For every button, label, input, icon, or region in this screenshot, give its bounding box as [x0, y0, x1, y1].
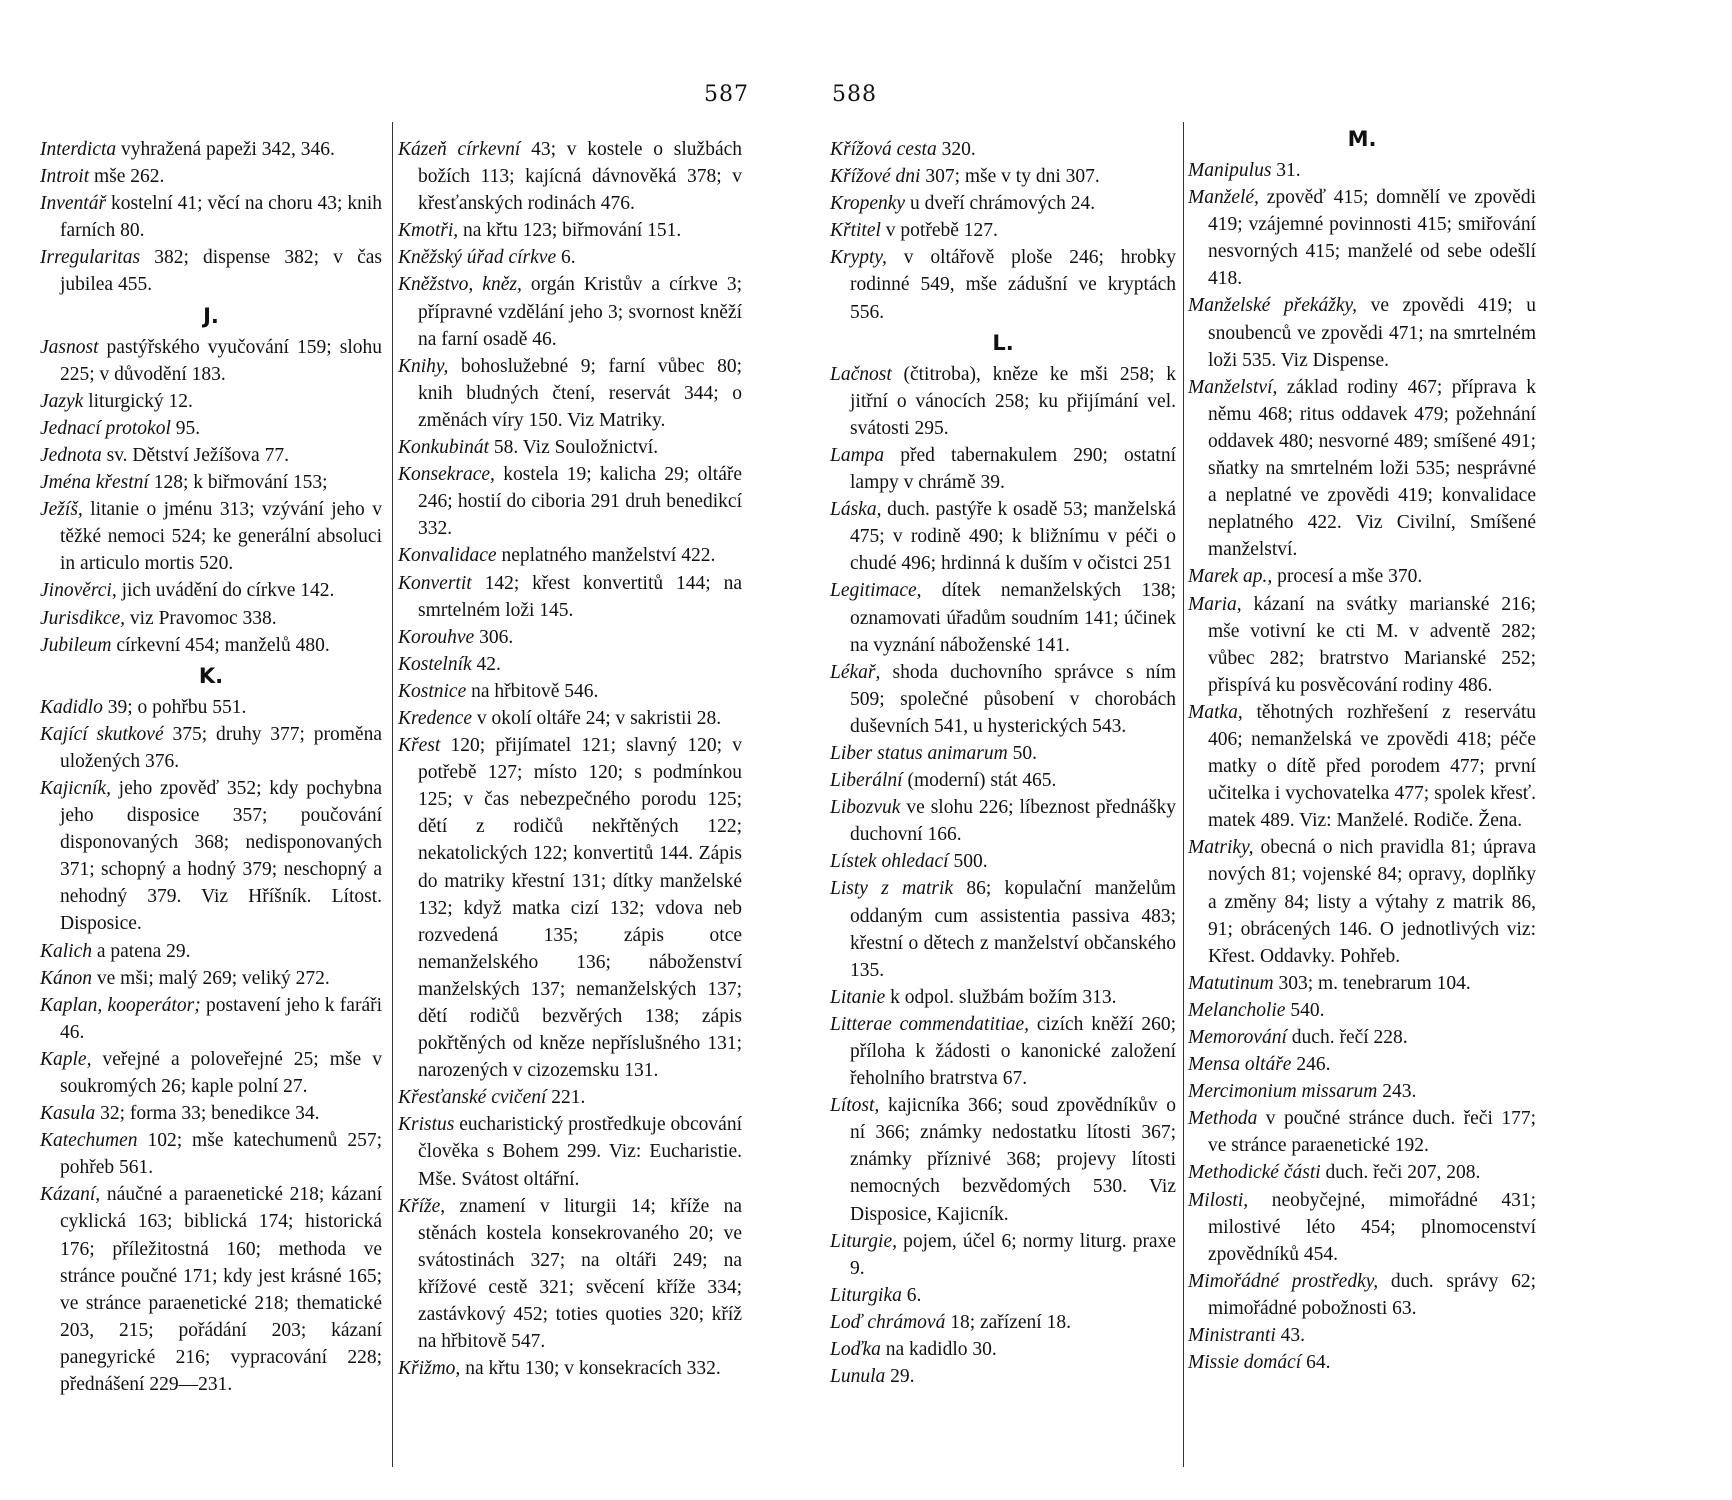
index-entry-text: znamení v liturgii 14; kříže na stěnách kostela konsekrovaného 20; ve svátostinách 327; na oltáři 249; na křížové cestě 321; svěcení kříže 334; zastávkový 452; toties quoties 320; kříž na hřbitově 547. [418, 1195, 742, 1353]
index-entry-text: procesí a mše 370. [1272, 566, 1423, 588]
index-entry [830, 1228, 1176, 1282]
index-entry-text: 29. [885, 1366, 915, 1388]
index-entry [1188, 970, 1536, 997]
index-headword: Mercimonium missarum [1188, 1081, 1378, 1103]
index-entry [830, 875, 1176, 983]
index-headword: Jména křestní [40, 472, 149, 494]
index-entry [1188, 1051, 1536, 1078]
index-headword: Litanie [830, 986, 886, 1008]
index-headword: Konvertit [398, 572, 472, 594]
index-column [830, 136, 1176, 1390]
index-entry-text: 120; přijímatel 121; slavný 120; v potřebě 127; místo 120; s podmínkou 125; v čas nebezpečného porodu 125; dětí z rodičů nekřtěných 122; nekatolických 122; konvertitů 144. Zápis do matriky křestní 131; dítky manželské 132; když matka cizí 132; vdova neb rozvedená 135; zápis otce nemanželského 136; náboženství manželských 137; nemanželských 137; dětí rodičů bezvěrých 138; zápis pokřtěných od kněze nepříslušného 131; narozených v cizozemsku 131. [418, 735, 742, 1082]
index-entry-text: postavení jeho k faráři 46. [60, 994, 383, 1043]
index-entry [40, 577, 382, 604]
index-entry-text: 500. [948, 851, 988, 873]
index-headword: Matriky, [1188, 837, 1254, 859]
index-entry-text: pastýřského vyučování 159; slohu 225; v důvodění 183. [60, 336, 382, 385]
index-headword: Krypty, [830, 247, 887, 269]
index-entry [40, 721, 382, 775]
index-entry-text: 86; kopulační manželům oddaným cum assistentia passiva 483; křestní o dětech z manželství občanského 135. [850, 878, 1176, 981]
index-entry-text: 128; k biřmování 153; [148, 472, 328, 494]
index-entry [1188, 1322, 1536, 1349]
index-entry-text: mše 262. [89, 166, 165, 188]
index-headword: Liberální [830, 770, 903, 792]
index-headword: Kázaní, [40, 1184, 101, 1206]
index-entry-text: 102; mše katechumenů 257; pohřeb 561. [60, 1130, 382, 1179]
index-entry-text: před tabernakulem 290; ostatní lampy v chrámě 39. [850, 444, 1176, 494]
index-headword: Kánon [40, 967, 93, 989]
index-entry [1188, 834, 1536, 969]
index-entry [830, 190, 1176, 217]
index-entry-text: 375; druhy 377; proměna uložených 376. [60, 723, 382, 772]
index-entry [40, 469, 382, 496]
index-entry [830, 794, 1176, 848]
index-headword: Kostelník [398, 653, 472, 675]
index-entry-text: jeho zpověď 352; kdy pochybna jeho disposice 357; poučování disponovaných 368; nedisponovaných 371; schopný a hodný 379; neschopný a nehodný 379. Viz Hříšník. Lítost. Disposice. [60, 777, 382, 935]
index-entry-text: neplatného manželství 422. [496, 545, 716, 567]
index-entry [398, 542, 742, 569]
index-headword: Inventář [40, 193, 107, 215]
index-headword: Lunula [830, 1366, 886, 1388]
index-entry-text: viz Pravomoc 338. [125, 607, 277, 629]
index-headword: Methodické části [1188, 1162, 1321, 1184]
index-entry [398, 217, 742, 244]
index-entry [1188, 1349, 1536, 1376]
index-headword: Lítost, [830, 1095, 880, 1117]
column-divider [392, 122, 393, 1467]
index-entry-text: veřejné a poloveřejné 25; mše v soukromých 26; kaple polní 27. [60, 1048, 382, 1097]
index-entry [1188, 1078, 1536, 1105]
index-entry-text: 243. [1377, 1081, 1417, 1103]
index-headword: Kajicník, [40, 777, 111, 799]
index-headword: Jinověrci, [40, 580, 117, 602]
index-headword: Kázeň církevní [398, 139, 521, 160]
index-headword: Kříže, [398, 1195, 446, 1217]
index-entry [40, 388, 382, 415]
index-entry [1188, 997, 1536, 1024]
index-entry [40, 605, 382, 632]
index-entry [830, 244, 1176, 325]
index-entry-text: 540. [1285, 999, 1325, 1021]
index-entry [830, 1092, 1176, 1227]
index-headword: Lékař, [830, 661, 881, 683]
index-headword: Lístek ohledací [830, 851, 949, 873]
page-number-left: 587 [704, 82, 749, 107]
index-entry [1188, 292, 1536, 373]
index-entry [398, 1355, 742, 1382]
index-entry-text: duch. správy 62; mimořádné pobožnosti 63. [1208, 1270, 1537, 1319]
index-entry [40, 442, 382, 469]
index-headword: Kasula [40, 1103, 96, 1125]
index-entry [830, 1336, 1176, 1363]
index-entry-text: v potřebě 127. [880, 220, 998, 242]
index-entry [40, 965, 382, 992]
index-headword: Manželství, [1188, 376, 1278, 398]
index-entry [398, 624, 742, 651]
index-entry-text: 43; v kostele o službách božích 113; kajícná dávnověká 378; v křesťanských rodinách 476. [418, 139, 743, 215]
index-entry-text: litanie o jménu 313; vzývání jeho v těžké nemoci 524; ke generální absoluci in articulo mortis 520. [60, 499, 382, 575]
index-entry-text: 50. [1007, 742, 1037, 764]
index-entry [1188, 184, 1536, 292]
index-entry-text: vyhražená papeži 342, 346. [116, 139, 335, 160]
index-entry-text: na křtu 123; biřmování 151. [458, 220, 682, 242]
index-entry-text: k odpol. službám božím 313. [885, 986, 1117, 1008]
index-entry-text: ve mši; malý 269; veliký 272. [92, 967, 330, 989]
index-entry-text: cizích kněží 260; příloha k žádosti o kanonické založení řeholního bratrstva 67. [850, 1013, 1176, 1090]
index-entry [40, 938, 382, 965]
index-headword: Manželé, [1188, 187, 1259, 209]
index-entry [830, 136, 1176, 163]
index-headword: Legitimace, [830, 580, 922, 602]
index-headword: Kropenky [830, 193, 906, 215]
index-entry-text: 303; m. tenebrarum 104. [1273, 972, 1471, 994]
index-headword: Mensa oltáře [1188, 1054, 1292, 1076]
index-entry-text: 58. Viz Souložnictví. [489, 437, 659, 459]
index-headword: Matutinum [1188, 972, 1274, 994]
index-entry-text: 32; forma 33; benedikce 34. [95, 1103, 320, 1125]
index-headword: Introit [40, 166, 90, 188]
index-entry [830, 442, 1176, 496]
index-headword: Křižmo, [398, 1358, 461, 1380]
index-entry-text: 382; dispense 382; v čas jubilea 455. [60, 247, 382, 296]
index-headword: Kristus [398, 1114, 455, 1136]
index-entry [40, 334, 382, 388]
index-entry [398, 353, 742, 434]
index-entry [830, 217, 1176, 244]
index-headword: Kostnice [398, 680, 467, 702]
index-entry-text: sv. Dětství Ježíšova 77. [101, 444, 289, 466]
index-entry-text: eucharistický prostředkuje obcování člověka s Bohem 299. Viz: Eucharistie. Mše. Svátost oltářní. [418, 1114, 742, 1190]
index-entry-text: duch. řečí 228. [1286, 1027, 1408, 1048]
index-entry-text: 64. [1301, 1352, 1331, 1374]
index-entry [830, 659, 1176, 740]
index-headword: Konvalidace [398, 545, 497, 567]
index-entry [1188, 563, 1536, 590]
index-headword: Jubileum [40, 634, 112, 656]
index-headword: Loďka [830, 1339, 881, 1361]
index-headword: Křest [398, 735, 441, 757]
index-headword: Missie domácí [1188, 1352, 1302, 1374]
index-entry [830, 577, 1176, 658]
section-letter-heading: M. [1347, 127, 1377, 151]
index-headword: Křížové dni [830, 166, 921, 188]
section-letter-heading: J. [203, 303, 219, 328]
index-entry-text: kostelní 41; věcí na choru 43; knih farních 80. [60, 193, 382, 242]
index-entry [1188, 591, 1536, 699]
index-entry-text: v okolí oltáře 24; v sakristii 28. [472, 707, 722, 729]
index-entry [830, 361, 1176, 442]
index-entry-text: dítek nemanželských 138; oznamovati úřadům soudním 141; účinek na vyznání náboženské 141. [850, 580, 1176, 656]
index-headword: Jednota [40, 444, 102, 466]
section-letter-heading: K. [198, 663, 224, 688]
index-headword: Katechumen [40, 1130, 138, 1152]
index-entry-text: shoda duchovního správce s ním 509; společné působení v chorobách duševních 541, u hysterických 543. [850, 661, 1176, 737]
index-entry-text: (čtitroba), kněze ke mši 258; k jitřní o vánocích 258; ku přijímání vel. svátosti 295. [850, 363, 1176, 439]
index-entry-text: kajicníka 366; soud zpovědníkův o ní 366; známky nedostatku lítosti 367; známky příznivé 368; projevy lítosti nemocných bezvědomých 530. Viz Disposice, Kajicník. [850, 1095, 1176, 1225]
index-entry-text: 6. [901, 1284, 922, 1306]
index-headword: Knihy, [398, 355, 449, 377]
index-entry-text: 221. [546, 1087, 586, 1109]
index-entry [398, 651, 742, 678]
index-entry [830, 1309, 1176, 1336]
index-headword: Milosti, [1188, 1189, 1249, 1211]
index-entry-text: u dveří chrámových 24. [905, 193, 1096, 215]
index-entry-text: 31. [1271, 160, 1301, 181]
index-entry-text: duch. řeči 207, 208. [1320, 1162, 1481, 1184]
index-entry-text: bohoslužebné 9; farní vůbec 80; knih bludných čtení, reservát 344; o změnách víry 150. Viz Matriky. [418, 355, 742, 431]
index-headword: Křesťanské cvičení [398, 1087, 547, 1109]
index-entry-text: základ rodiny 467; příprava k němu 468; ritus oddavek 479; požehnání oddavek 480; nesvorné 489; smíšené 491; sňatky na smrtelném loži 535; nesprávné a neplatné ve zpovědi 419; konvalidace neplatného 422. Viz Civilní, Smíšené manželství. [1208, 376, 1536, 561]
index-entry-text: duch. pastýře k osadě 53; manželská 475; v rodině 490; k bližnímu v péči o chudé 496; hrdinná k duším v očistci 251 [850, 499, 1176, 575]
index-headword: Listy z matrik [830, 878, 954, 900]
index-entry-text: těhotných rozhřešení z reservátu 406; nemanželská ve zpovědi 418; péče matky o dítě před porodem 477; první učitelka i vychovatelka 477; spolek křesť. matek 489. Viz: Manželé. Rodiče. Žena. [1208, 701, 1536, 832]
index-entry-text: 18; zařízení 18. [945, 1311, 1071, 1333]
index-entry [1188, 1187, 1536, 1268]
index-entry [830, 163, 1176, 190]
index-entry [40, 775, 382, 938]
index-entry [1188, 157, 1536, 184]
index-entry [1188, 699, 1536, 834]
index-entry [398, 1193, 742, 1356]
index-entry [40, 496, 382, 577]
index-entry-text: kostela 19; kalicha 29; oltáře 246; hostií do ciboria 291 druh benedikcí 332. [418, 464, 742, 540]
index-entry-text: obecná o nich pravidla 81; úprava nových 81; vojenské 84; opravy, doplňky a změny 84; listy a výtahy z matrik 86, 91; obrácených 146. O jednotlivých viz: Křest. Oddavky. Pohřeb. [1208, 837, 1536, 967]
index-entry-text: orgán Kristův a církve 3; přípravné vzdělání jeho 3; svornost kněží na farní osadě 46. [418, 274, 742, 350]
index-entry-text: církevní 454; manželů 480. [111, 634, 330, 656]
index-entry-text: ve zpovědi 419; u snoubenců ve zpovědi 471; na smrtelném loži 535. Viz Dispense. [1208, 295, 1536, 371]
index-entry [398, 732, 742, 1084]
index-entry-text: 307; mše v ty dni 307. [920, 166, 1100, 188]
index-entry [40, 1100, 382, 1127]
index-entry [830, 1282, 1176, 1309]
index-headword: Manipulus [1188, 160, 1272, 181]
index-entry-text: kázaní na svátky marianské 216; mše votivní ke cti M. v adventě 282; vůbec 282; bratrstvo Marianské 252; přispívá ku posvěcování rodiny 486. [1208, 593, 1536, 696]
index-headword: Interdicta [40, 139, 117, 160]
index-entry-text: liturgický 12. [83, 390, 193, 412]
index-entry [830, 767, 1176, 794]
index-entry [830, 740, 1176, 767]
index-headword: Konsekrace, [398, 464, 495, 486]
index-entry-text: 306. [474, 626, 514, 648]
index-headword: Methoda [1188, 1108, 1258, 1130]
index-entry-text: náučné a paraenetické 218; kázaní cyklická 163; biblická 174; historická 176; příležitostná 160; methoda ve stránce poučné 171; kdy jest krásné 165; ve stránce paraenetické 218; thematické 203, 215; pořádání 203; kázaní panegyrické 216; vypracování 228; přednášení 229—231. [60, 1184, 382, 1396]
index-entry [1188, 1268, 1536, 1322]
index-entry-text: 246. [1291, 1054, 1331, 1076]
index-entry-text: 42. [471, 653, 501, 675]
index-entry-text: jich uvádění do církve 142. [116, 580, 335, 602]
index-entry [1188, 1105, 1536, 1159]
index-entry [398, 136, 742, 217]
index-entry-text: na křtu 130; v konsekracích 332. [460, 1358, 721, 1380]
index-entry [830, 496, 1176, 577]
index-headword: Kadidlo [40, 696, 103, 718]
index-entry-text: pojem, účel 6; normy liturg. praxe 9. [850, 1230, 1176, 1279]
index-headword: Libozvuk [830, 797, 901, 819]
index-headword: Kalich [40, 940, 92, 962]
index-entry-text: a patena 29. [92, 940, 191, 962]
index-entry [830, 1011, 1176, 1092]
index-entry [398, 271, 742, 352]
index-headword: Liturgika [830, 1284, 902, 1306]
index-headword: Liber status animarum [830, 742, 1008, 764]
index-headword: Kredence [398, 707, 472, 729]
index-entry [398, 434, 742, 461]
index-entry [40, 136, 382, 163]
index-headword: Kněžstvo, kněz, [398, 274, 522, 296]
index-entry [398, 570, 742, 624]
index-headword: Mimořádné prostředky, [1188, 1270, 1379, 1292]
index-entry-text: 320. [936, 139, 976, 160]
index-entry [1188, 374, 1536, 564]
index-entry-text: na hřbitově 546. [466, 680, 599, 702]
index-headword: Korouhve [398, 626, 475, 648]
section-letter-heading: L. [992, 330, 1014, 355]
index-headword: Matka, [1188, 701, 1243, 723]
index-entry [40, 244, 382, 298]
index-headword: Ježíš, [40, 499, 83, 521]
index-entry-text: ve slohu 226; líbeznost přednášky duchovní 166. [850, 797, 1176, 846]
index-headword: Kající skutkové [40, 723, 164, 745]
column-divider [1183, 122, 1184, 1467]
index-headword: Irregularitas [40, 247, 141, 269]
index-entry [40, 992, 382, 1046]
index-headword: Loď chrámová [830, 1311, 946, 1333]
index-entry [40, 190, 382, 244]
index-headword: Konkubinát [398, 437, 489, 459]
index-entry [830, 848, 1176, 875]
index-entry-text: v oltářově ploše 246; hrobky rodinné 549, mše zádušní ve kryptách 556. [850, 247, 1176, 323]
index-headword: Liturgie, [830, 1230, 897, 1252]
index-headword: Jednací protokol [40, 417, 171, 439]
index-headword: Jasnost [40, 336, 99, 358]
index-entry [1188, 1159, 1536, 1186]
index-entry [398, 244, 742, 271]
index-entry-text: v poučné stránce duch. řeči 177; ve stránce paraenetické 192. [1208, 1108, 1536, 1157]
index-entry [40, 694, 382, 721]
index-entry-text: 95. [170, 417, 201, 439]
index-entry [830, 984, 1176, 1011]
index-headword: Melancholie [1188, 999, 1286, 1021]
index-column [1188, 127, 1537, 1376]
index-headword: Kněžský úřad církve [398, 247, 557, 269]
index-headword: Kmotři, [398, 220, 459, 242]
index-headword: Marek ap., [1188, 566, 1273, 588]
index-entry [40, 163, 382, 190]
index-headword: Kaple, [40, 1048, 92, 1070]
index-entry-text: (moderní) stát 465. [902, 770, 1057, 792]
index-entry-text: na kadidlo 30. [880, 1339, 997, 1361]
index-headword: Ministranti [1188, 1325, 1276, 1347]
index-headword: Jazyk [40, 390, 84, 412]
index-entry-text: 142; křest konvertitů 144; na smrtelném loži 145. [418, 572, 742, 621]
index-entry [398, 678, 742, 705]
index-entry-text: neobyčejné, mimořádné 431; milostivé léto 454; plnomocenství zpovědníků 454. [1208, 1189, 1536, 1265]
index-headword: Jurisdikce, [40, 607, 126, 629]
index-entry [398, 461, 742, 542]
index-headword: Křtitel [830, 220, 881, 242]
index-entry [398, 705, 742, 732]
index-entry [1188, 1024, 1536, 1051]
index-entry [398, 1084, 742, 1111]
index-entry [830, 1363, 1176, 1390]
index-headword: Kaplan, kooperátor; [40, 994, 201, 1016]
index-entry-text: zpověď 415; domnělí ve zpovědi 419; vzájemné povinnosti 415; smiřování nesvorných 415; manželé od sebe odešlí 418. [1208, 187, 1536, 290]
page-number-right: 588 [832, 82, 877, 107]
index-entry [40, 1181, 382, 1398]
index-column [398, 136, 742, 1382]
index-entry [40, 415, 382, 442]
index-column [40, 136, 382, 1398]
index-headword: Lačnost [830, 363, 892, 385]
index-entry [40, 632, 382, 659]
index-headword: Lampa [830, 444, 885, 466]
index-entry [40, 1046, 382, 1100]
index-entry-text: 39; o pohřbu 551. [102, 696, 247, 718]
index-headword: Litterae commendatitiae, [830, 1013, 1030, 1035]
index-headword: Memorování [1188, 1027, 1287, 1048]
index-entry [40, 1127, 382, 1181]
index-entry-text: 43. [1275, 1325, 1306, 1347]
index-headword: Křížová cesta [830, 139, 937, 160]
index-headword: Láska, [830, 499, 882, 521]
index-entry [398, 1111, 742, 1192]
index-entry-text: 6. [556, 247, 576, 269]
index-headword: Manželské překážky, [1188, 295, 1358, 317]
index-headword: Maria, [1188, 593, 1242, 615]
